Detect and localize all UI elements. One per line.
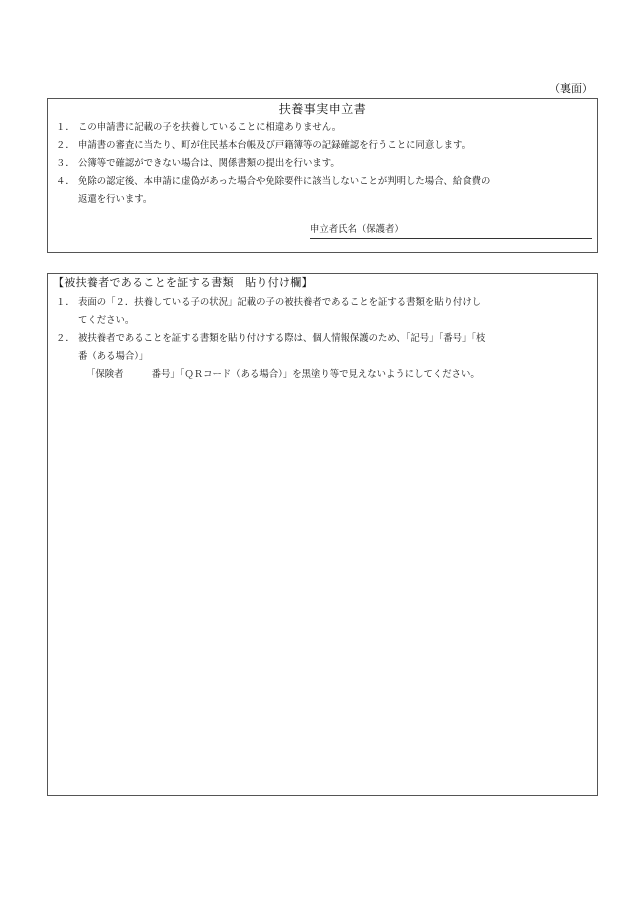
declaration-item-2 xyxy=(56,137,593,155)
item-text-note: 「保険者 番号」「ＱＲコード（ある場合）」を黒塗り等で見えないようにしてください。 xyxy=(86,369,480,380)
applicant-signature-field: 申立者氏名（保護者） xyxy=(310,223,592,239)
item-text-continued: 番（ある場合）」 xyxy=(78,351,149,362)
declaration-item-1 xyxy=(56,119,593,137)
page-side-label: （裏面） xyxy=(549,82,593,95)
attachment-item-2 xyxy=(56,330,593,384)
attachment-list xyxy=(56,294,593,384)
item-text: 被扶養者であることを証する書類を貼り付けする際は、個人情報保護のため、「記号」「番号」「枝 xyxy=(78,333,486,344)
item-text: この申請書に記載の子を扶養していることに相違ありません。 xyxy=(78,122,342,133)
item-text: 表面の「２．扶養している子の状況」記載の子の被扶養者であることを証する書類を貼り付けし xyxy=(78,297,482,308)
item-number: ２． xyxy=(56,333,75,344)
item-text-continued: 返還を行います。 xyxy=(78,194,153,205)
declaration-title: 扶養事実申立書 xyxy=(278,102,367,116)
attachment-box xyxy=(47,273,598,796)
item-text: 申請書の審査に当たり、町が住民基本台帳及び戸籍簿等の記録確認を行うことに同意します。 xyxy=(78,140,472,151)
item-number: １． xyxy=(56,122,75,133)
attachment-title: 【被扶養者であることを証する書類 貼り付け欄】 xyxy=(53,276,313,289)
item-text: 公簿等で確認ができない場合は、関係書類の提出を行います。 xyxy=(78,158,340,169)
declaration-item-3 xyxy=(56,155,593,173)
item-number: ４． xyxy=(56,176,75,187)
item-text: 免除の認定後、本申請に虚偽があった場合や免除要件に該当しないことが判明した場合、給食費の xyxy=(78,176,491,187)
attachment-item-1 xyxy=(56,294,593,330)
item-text-continued: てください。 xyxy=(78,315,135,326)
item-number: ３． xyxy=(56,158,75,169)
declaration-item-4 xyxy=(56,173,593,209)
declaration-list xyxy=(56,119,593,209)
item-number: １． xyxy=(56,297,75,308)
item-number: ２． xyxy=(56,140,75,151)
declaration-box xyxy=(47,98,598,253)
